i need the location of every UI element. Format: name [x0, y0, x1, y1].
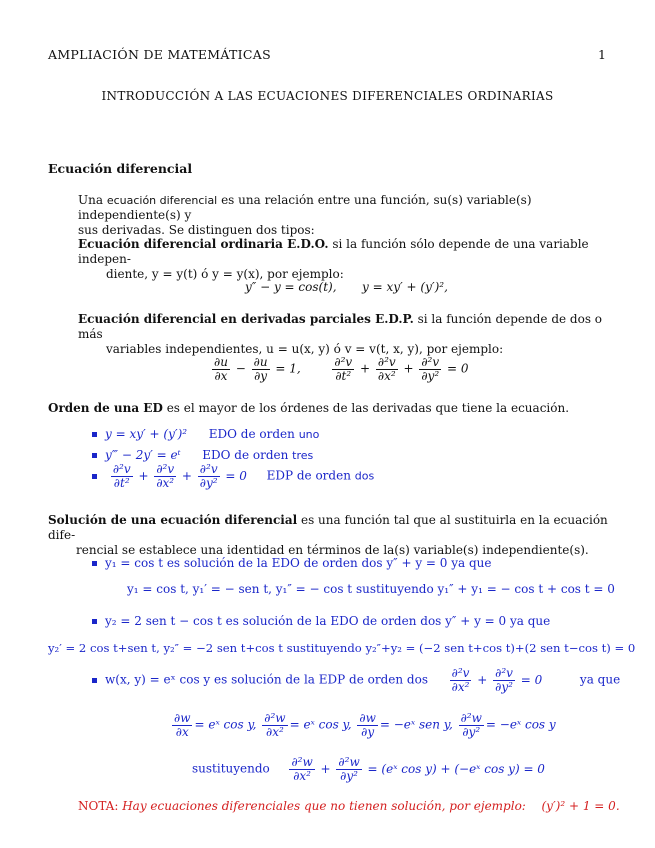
- solution-heading: Solución de una ecuación diferencial: [48, 513, 298, 527]
- edp-heading: Ecuación diferencial en derivadas parciales E.D.P.: [78, 312, 414, 326]
- order-item-2: y‴ − 2y′ = eᵗ EDO de orden tres: [92, 448, 313, 462]
- order-heading: Orden de una ED: [48, 401, 163, 415]
- running-header: AMPLIACIÓN DE MATEMÁTICAS: [48, 47, 271, 62]
- solution-example-2-detail: y₂′ = 2 cos t+sen t, y₂″ = −2 sen t+cos t sustituyendo y₂″+y₂ = (−2 sen t+cos t)+(2 sen t−cos t) = 0: [48, 641, 636, 655]
- edo-equation-1: y″ − y = cos(t),: [245, 280, 337, 294]
- bullet-icon: [92, 453, 97, 458]
- order-definition: Orden de una ED es el mayor de los órdenes de las derivadas que tiene la ecuación.: [48, 401, 570, 415]
- bullet-icon: [92, 619, 97, 624]
- note: NOTA: Hay ecuaciones diferenciales que no tienen solución, por ejemplo: (y′)² + 1 = 0.: [78, 799, 620, 813]
- solution-definition: Solución de una ecuación diferencial es una función tal que al sustituirla en la ecuación dife- rencial se establece una identidad en términos de la(s) variable(s) independiente(s).: [48, 513, 608, 557]
- edo-definition: Ecuación diferencial ordinaria E.D.O. si la función sólo depende de una variable indepen- diente, y = y(t) ó y = y(x), por ejemplo:: [78, 237, 589, 281]
- solution-example-3-derivatives: $\frac{\partial w}{\partial x}$ = eˣ cos y, $\frac{\text{∂²w}}{\text{∂x²}}$ = eˣ cos y, $\frac{\partial w}{\partial y}$ = −eˣ sen y, $\frac{\text{∂²w}}{\text{∂y²}}$ = −eˣ cos y: [174, 711, 556, 739]
- edp-equations: $\frac{\partial u}{\partial x}$ − $\frac{\partial u}{\partial y}$ = 1, $\frac{\text{∂²v}}{\text{∂t²}}$ + $\frac{\text{∂²v}}{\text{∂x²}}$ + $\frac{\text{∂²v}}{\text{∂y²}}$ = 0: [214, 355, 469, 383]
- bullet-icon: [92, 432, 97, 437]
- solution-example-1: y₁ = cos t es solución de la EDO de orden dos y″ + y = 0 ya que: [92, 556, 492, 570]
- section-heading: Ecuación diferencial: [48, 161, 193, 176]
- order-item-3: $\frac{\text{∂²v}}{\text{∂t²}}$ + $\frac{\text{∂²v}}{\text{∂x²}}$ + $\frac{\text{∂²v}}{\text{∂y²}}$ = 0 EDP de orden dos: [92, 463, 374, 489]
- edo-equation-2: y = xy′ + (y′)²,: [362, 280, 448, 294]
- solution-example-1-detail: y₁ = cos t, y₁′ = − sen t, y₁″ = − cos t sustituyendo y₁″ + y₁ = − cos t + cos t = 0: [127, 582, 615, 596]
- bullet-icon: [92, 678, 97, 683]
- order-item-1: y = xy′ + (y′)² EDO de orden uno: [92, 427, 319, 441]
- edo-heading: Ecuación diferencial ordinaria E.D.O.: [78, 237, 329, 251]
- edp-definition: Ecuación diferencial en derivadas parciales E.D.P. si la función depende de dos o más variables independientes, u = u(x, y) ó v = v(t, x, y), por ejemplo:: [78, 312, 603, 356]
- solution-example-3-substitution: sustituyendo $\frac{\text{∂²w}}{\text{∂x²}}$ + $\frac{\text{∂²w}}{\text{∂y²}}$ = (eˣ cos y) + (−eˣ cos y) = 0: [192, 755, 545, 783]
- term-highlight: ecuación diferencial: [106, 194, 218, 207]
- intro-paragraph: Una ecuación diferencial es una relación entre una función, su(s) variable(s) independiente(s) y sus derivadas. Se distinguen dos tipos:: [78, 193, 532, 237]
- bullet-icon: [92, 561, 97, 566]
- document-title: INTRODUCCIÓN A LAS ECUACIONES DIFERENCIALES ORDINARIAS: [101, 89, 554, 103]
- bullet-icon: [92, 474, 97, 479]
- solution-example-3: w(x, y) = eˣ cos y es solución de la EDP de orden dos $\frac{\text{∂²v}}{\text{∂x²}}$ + $\frac{\text{∂²v}}{\text{∂y²}}$ = 0 ya que: [92, 667, 620, 693]
- solution-example-2: y₂ = 2 sen t − cos t es solución de la EDO de orden dos y″ + y = 0 ya que: [92, 614, 550, 628]
- page-number: 1: [598, 47, 606, 62]
